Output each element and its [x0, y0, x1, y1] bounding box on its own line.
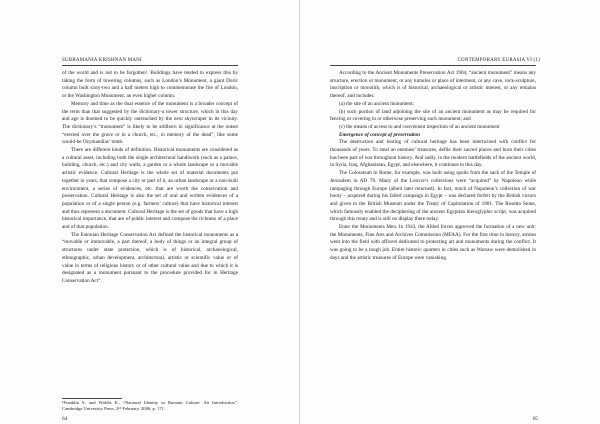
list-item: (a) the site of an ancient monument;	[339, 100, 414, 107]
paragraph: The Estonian Heritage Conservation Act defined the historical monuments as a “movable or immovable, a part thereof, a body of things or an integral group of structures under state protection, which is of historical, archaeological, ethnographic, urban development, architectural, artistic or scientific value or of value in terms of religious history or of other cultural value and due to which it is designated as a monument pursuant to the procedure provided for in Heritage Conservation Act”.	[62, 231, 238, 284]
right-page	[300, 0, 600, 424]
header-rule-right	[330, 65, 536, 66]
running-head-left: SUBRAMANIA KRISHNAN MANI	[62, 58, 142, 63]
paragraph: of the world and is not to be forgotten¹. Buildings have tended to express this by taking the form of towering columns, such as London’s Monument, a giant Doric column built sixty-two and a half meters high to commemorate the fire of London, or the Washington Monument, an even higher column.	[62, 70, 238, 100]
paragraph: Enter the Monuments Men. In 1943, the Allied forces approved the formation of a new unit: the Monuments, Fine Arts and Archives Commission (MFAA). For the first time in history, armies went into the field with officers dedicated to protecting art and monuments during the conflict. It was going to be a tough job. Entire historic quarters in cities such as Warsaw were demolished in days and the artistic treasures of Europe were vanishing.	[330, 224, 536, 261]
running-head-right: CONTEMPORARY EURASIA VI (1)	[457, 58, 540, 63]
page-number-right: 65	[532, 416, 538, 422]
footnote-rule	[62, 398, 122, 399]
list-item: (c) the means of access to and convenient inspection of an ancient monument	[339, 123, 500, 130]
paragraph: According to the Ancient Monuments Preservation Act 1904, “ancient monument” means any structure, erection or monument, or any tumulus or place of interment, or any cave, rock-sculpture, inscription or monolith, which is of historical, archaeological or artistic interest, or any remains thereof, and includes:	[330, 70, 536, 100]
section-heading: Emergence of concept of preservation	[339, 131, 420, 138]
paragraph: There are different kinds of definition. Historical monuments are considered as a cultural asset, including both the single architectural handiwork (such as a palace, building, church, etc.) and city walls, a garden or a whole landscape or a movable artistic evidence. Cultural Heritage is the whole set of material documents put together in years, that compose a city or part of it, an urban landscape or a non-built environment, a series of evidences, etc. that are worth the conservation and preservation. Cultural Heritage is also the set of oral and written evidences of a population or of a single person (e.g. farmers’ culture) that have historical interest and thus represent a document. Cultural Heritage is the set of goods that have a high historical importance, that are of public interest and compose the richness of a place and of that population.	[62, 147, 238, 231]
left-body-text	[62, 70, 238, 286]
paragraph: The destruction and looting of cultural heritage has been intertwined with conflict for thousands of years. To steal an enemies’ treasures, defile their sacred places and burn their cities has been part of war throughout history. And sadly, in the modern battlefields of the ancient world, in Syria, Iraq, Afghanistan, Egypt, and elsewhere, it continues to this day.	[330, 139, 536, 169]
page-number-left: 64	[62, 416, 68, 422]
right-body-text	[330, 70, 536, 263]
list-item: (b) such portion of land adjoining the site of an ancient monument as may be required for fencing or covering in or otherwise preserving such monument; and	[330, 108, 536, 123]
header-rule-left	[62, 65, 238, 66]
paragraph: The Colosseum in Rome, for example, was built using spoils from the sack of the Temple of Jerusalem in AD 70. Many of the Louvre’s collections were “acquired” by Napoleon while rampaging through Europe (albeit later returned). In fact, much of Napoleon’s collection of war booty – acquired during his failed campaign in Egypt – was declared forfeit by the British victors and given to the British Museum under the Treaty of Capitulation of 1801. The Rosetta Stone, which famously enabled the deciphering of the ancient Egyptian hieroglyphic script, was acquired through this treaty and is still on display there today.	[330, 170, 536, 223]
footnote: ¹Franklin S. and Widdis E., “National Identity in Russian Culture. An Introduction”, Cambridge University Press, 2ⁿᵈ February, 2006, p. 171.	[62, 400, 238, 411]
paragraph: Memory and time as the dual essence of the monument is a broader concept of the term than that suggested by the dictionary-a tower structure, which in this day and age is doomed to be quickly outreached by the next skyscraper in its vicinity. The dictionary’s “monument” is likely to be stillborn in significance at the outset “erected over the grave or in a church, etc., in memory of the dead”, like some would-be Ozymandias’ tomb.	[62, 100, 238, 146]
